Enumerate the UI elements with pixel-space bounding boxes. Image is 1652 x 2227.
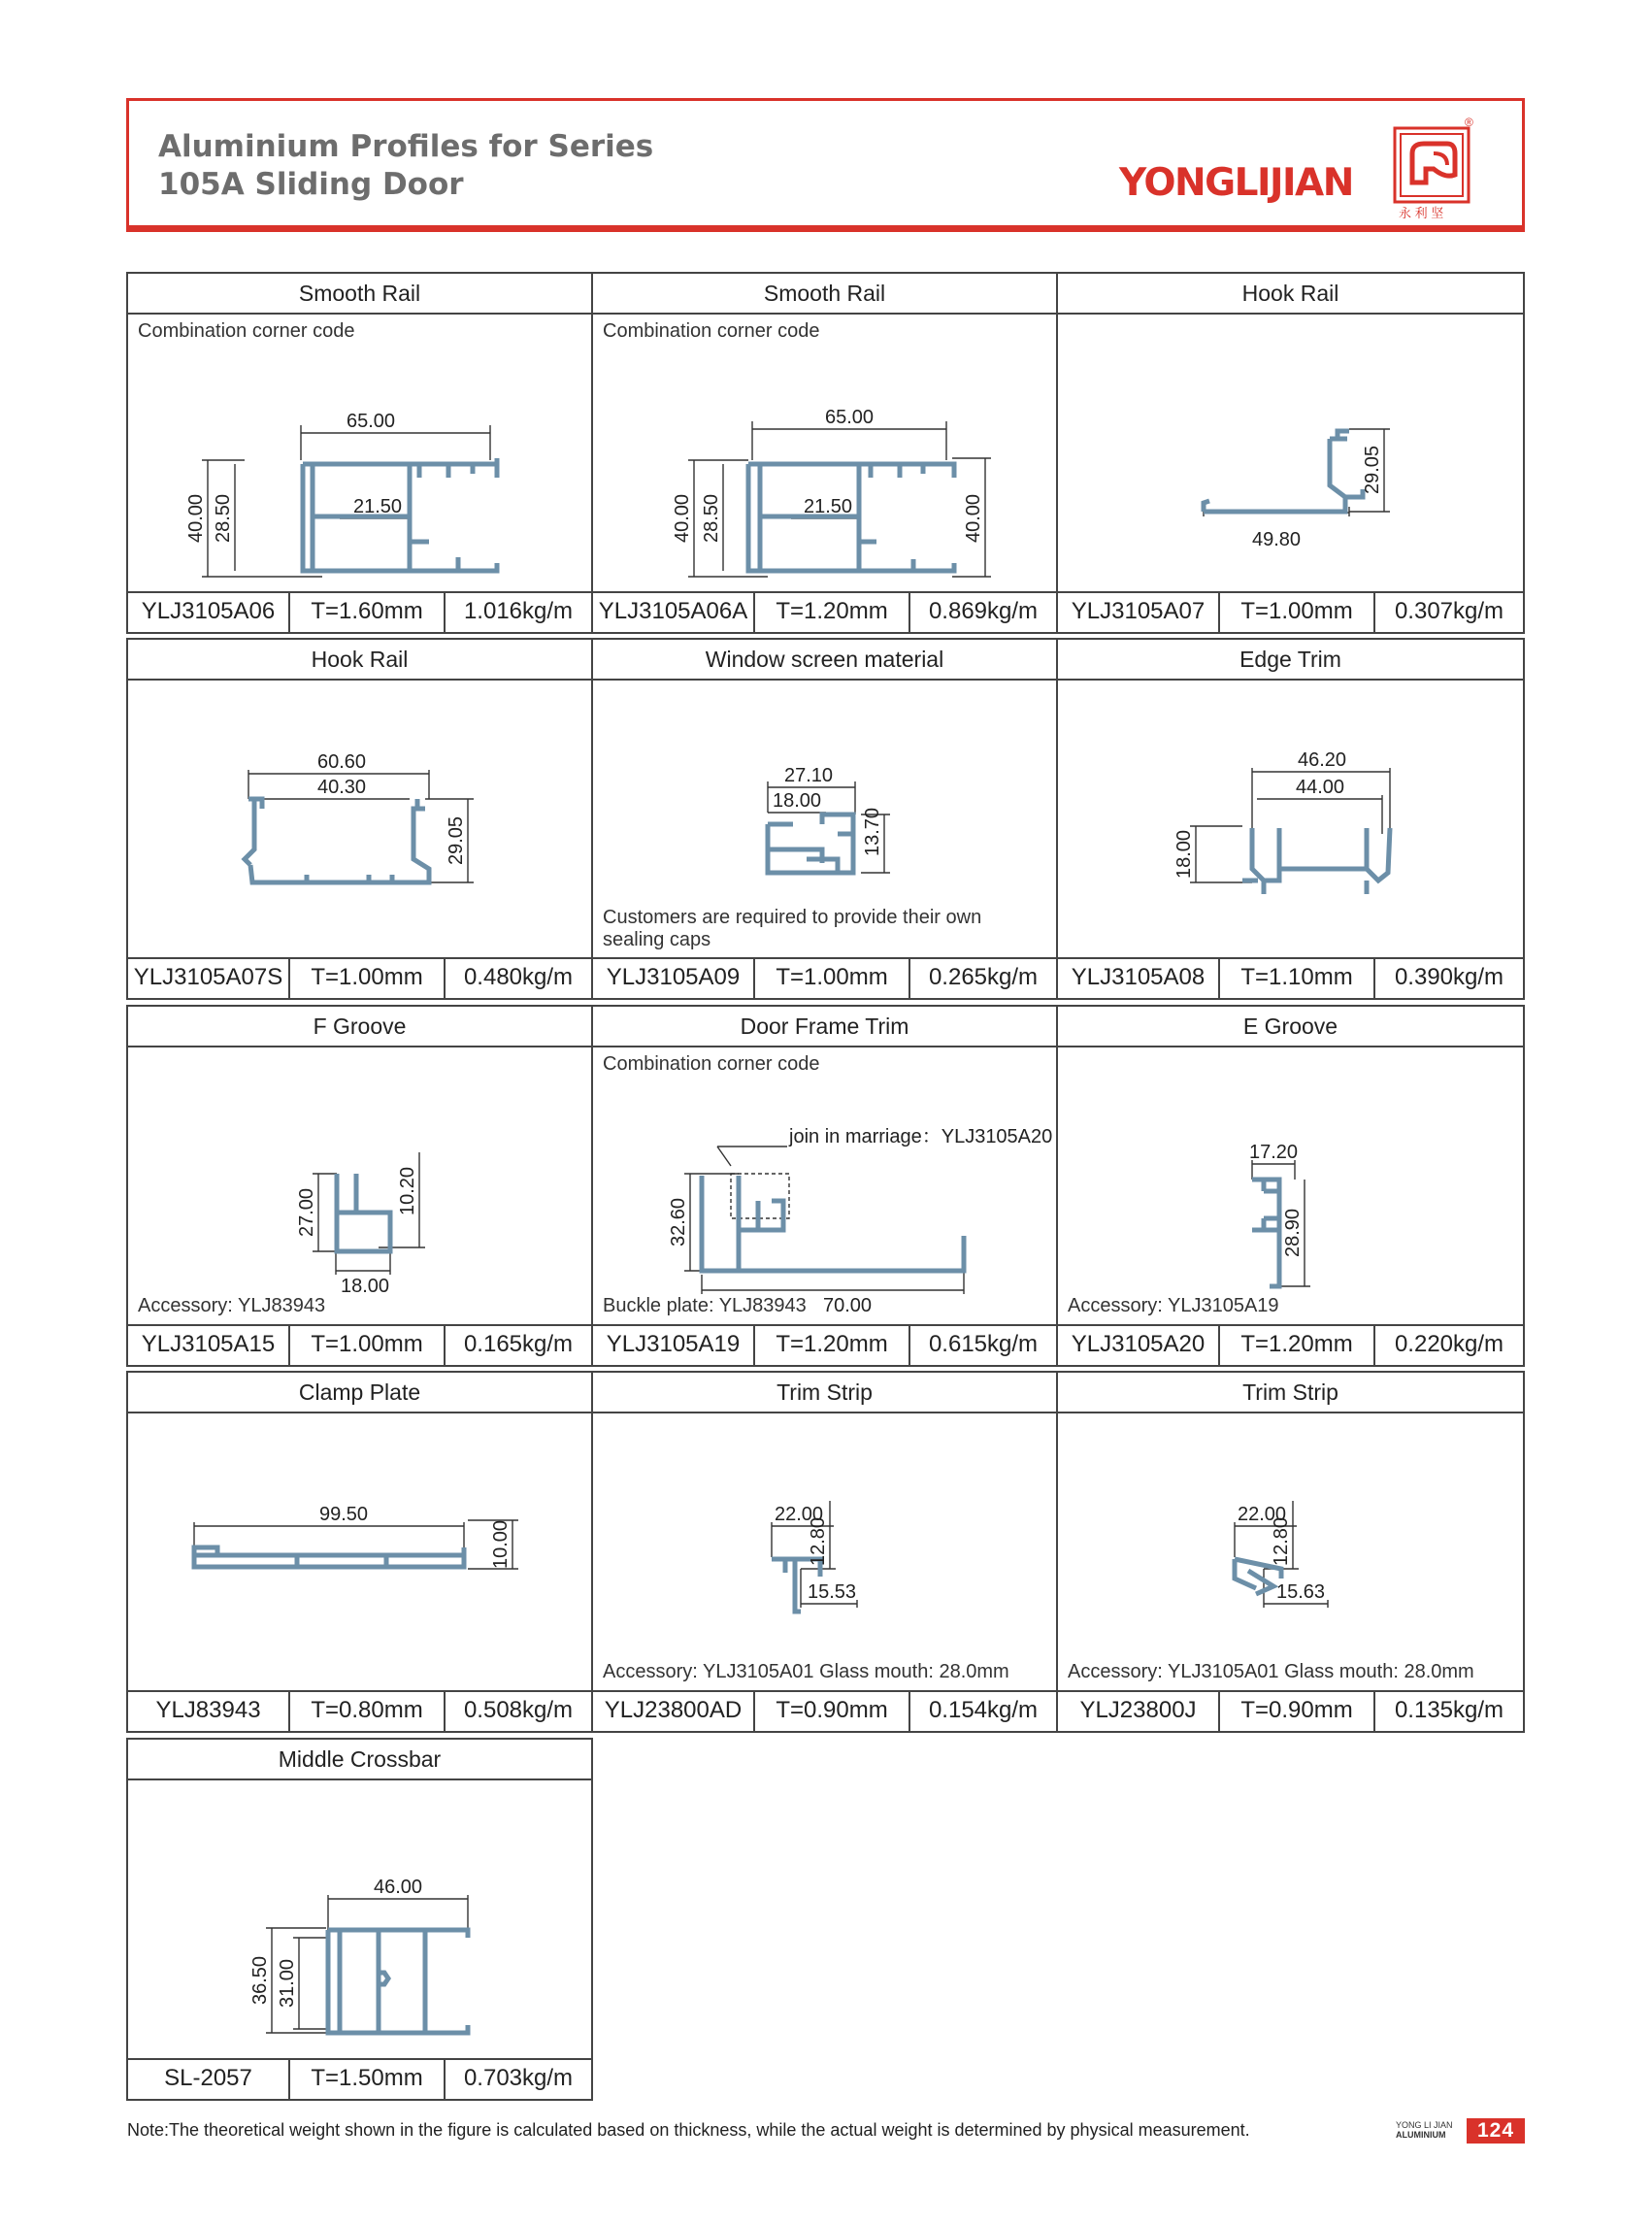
footer-note: Note:The theoretical weight shown in the figure is calculated based on thickness, while the actual weight is determined by physical measurement. xyxy=(127,2120,1250,2140)
profile-title: Hook Rail xyxy=(128,640,591,681)
profile-drawing xyxy=(1058,679,1523,960)
profile-title: Trim Strip xyxy=(593,1373,1056,1413)
profile-drawing xyxy=(1058,313,1523,594)
profile-title: F Groove xyxy=(128,1007,591,1047)
profile-note: Accessory: YLJ3105A19 xyxy=(1068,1295,1279,1316)
profile-code: YLJ3105A20 xyxy=(1058,1326,1220,1365)
profile-code: YLJ83943 xyxy=(128,1692,290,1731)
profile-note: Combination corner code xyxy=(138,320,355,342)
profile-code: YLJ3105A08 xyxy=(1058,959,1220,998)
profile-cell xyxy=(1056,272,1525,634)
profile-drawing xyxy=(593,1412,1056,1693)
dimension-label: 17.20 xyxy=(1248,1142,1299,1163)
dimension-label: 28.50 xyxy=(701,493,722,544)
dimension-label: 12.80 xyxy=(808,1516,829,1567)
profile-cell xyxy=(591,638,1058,1000)
profile-weight: 0.480kg/m xyxy=(463,964,574,990)
dimension-label: 21.50 xyxy=(803,496,853,517)
profile-spec-row xyxy=(128,1690,591,1731)
dimension-label: 18.00 xyxy=(772,790,822,812)
profile-weight: 0.135kg/m xyxy=(1394,1697,1504,1723)
profile-cell xyxy=(591,1371,1058,1733)
footer-brand-line1: YONG LI JIAN xyxy=(1396,2120,1453,2130)
profile-code: YLJ3105A09 xyxy=(593,959,755,998)
footer-brand xyxy=(1396,2120,1453,2140)
profile-spec-row xyxy=(1058,1324,1523,1365)
profile-title: Edge Trim xyxy=(1058,640,1523,681)
profile-drawing xyxy=(128,1412,591,1693)
profile-thickness: T=1.00mm xyxy=(755,959,910,998)
dimension-label: 15.63 xyxy=(1275,1581,1326,1603)
profile-thickness: T=0.90mm xyxy=(755,1692,910,1731)
profile-code: YLJ3105A07S xyxy=(128,959,290,998)
dimension-label: 40.00 xyxy=(672,493,693,544)
profile-code: SL-2057 xyxy=(128,2060,290,2099)
dimension-label: 22.00 xyxy=(1237,1504,1287,1525)
profile-spec-row xyxy=(128,957,591,998)
profile-cell xyxy=(591,1005,1058,1367)
registered-mark: ® xyxy=(1465,116,1473,129)
profile-spec-row xyxy=(1058,591,1523,632)
page-number: 124 xyxy=(1467,2118,1525,2144)
dimension-label: 29.05 xyxy=(446,815,467,866)
page-title xyxy=(158,128,653,204)
dimension-label: 40.30 xyxy=(316,777,367,798)
profile-thickness: T=1.60mm xyxy=(290,593,446,632)
profile-title: E Groove xyxy=(1058,1007,1523,1047)
dimension-label: 18.00 xyxy=(340,1276,390,1297)
profile-drawing xyxy=(128,679,591,960)
dimension-label: 18.00 xyxy=(1173,829,1195,880)
profile-cell xyxy=(1056,1005,1525,1367)
profile-title: Door Frame Trim xyxy=(593,1007,1056,1047)
profile-thickness: T=1.50mm xyxy=(290,2060,446,2099)
profile-note: Buckle plate: YLJ83943 xyxy=(603,1295,807,1316)
dimension-label: 27.10 xyxy=(783,765,834,786)
profile-thickness: T=1.20mm xyxy=(755,1326,910,1365)
dimension-label: 22.00 xyxy=(774,1504,824,1525)
profile-note: Accessory: YLJ3105A01 Glass mouth: 28.0mm xyxy=(603,1661,1009,1682)
dimension-label: 70.00 xyxy=(822,1295,873,1316)
profile-title: Smooth Rail xyxy=(128,274,591,315)
dimension-label: 40.00 xyxy=(185,493,207,544)
profile-thickness: T=1.00mm xyxy=(1220,593,1375,632)
profile-drawing xyxy=(1058,1412,1523,1693)
profile-weight: 0.869kg/m xyxy=(928,598,1039,624)
profile-note: Accessory: YLJ83943 xyxy=(138,1295,326,1316)
page-title-line1: Aluminium Profiles for Series xyxy=(158,129,654,164)
profile-title: Trim Strip xyxy=(1058,1373,1523,1413)
dimension-label: 49.80 xyxy=(1251,529,1302,550)
profile-weight: 1.016kg/m xyxy=(463,598,574,624)
profile-cell xyxy=(126,1738,593,2101)
profile-title: Smooth Rail xyxy=(593,274,1056,315)
profile-spec-row xyxy=(593,1324,1056,1365)
profile-thickness: T=1.10mm xyxy=(1220,959,1375,998)
dimension-label: 46.00 xyxy=(373,1877,423,1898)
dimension-label: 99.50 xyxy=(318,1504,369,1525)
profile-title: Middle Crossbar xyxy=(128,1740,591,1780)
profile-spec-row xyxy=(1058,1690,1523,1731)
profile-code: YLJ3105A06A xyxy=(593,593,755,632)
dimension-label: 10.20 xyxy=(397,1166,418,1216)
profile-title: Window screen material xyxy=(593,640,1056,681)
footer-brand-line2: ALUMINIUM xyxy=(1396,2130,1446,2140)
profile-drawing xyxy=(593,313,1056,594)
profile-note: Customers are required to provide their own sealing caps xyxy=(603,907,982,950)
dimension-label: 12.80 xyxy=(1271,1516,1292,1567)
dimension-label: 28.50 xyxy=(213,493,234,544)
profile-cell xyxy=(1056,638,1525,1000)
profile-code: YLJ3105A07 xyxy=(1058,593,1220,632)
logo-chinese-text: 永 利 坚 xyxy=(1399,206,1444,220)
profile-spec-row xyxy=(128,1324,591,1365)
dimension-label: 65.00 xyxy=(346,411,396,432)
dimension-label: 65.00 xyxy=(824,407,875,428)
dimension-label: 40.00 xyxy=(963,493,984,544)
dimension-label: 21.50 xyxy=(352,496,403,517)
profile-weight: 0.154kg/m xyxy=(928,1697,1039,1723)
profile-spec-row xyxy=(593,957,1056,998)
profile-thickness: T=1.20mm xyxy=(755,593,910,632)
profile-spec-row xyxy=(1058,957,1523,998)
profile-title: Clamp Plate xyxy=(128,1373,591,1413)
profile-spec-row xyxy=(593,1690,1056,1731)
profile-code: YLJ3105A19 xyxy=(593,1326,755,1365)
profile-code: YLJ3105A15 xyxy=(128,1326,290,1365)
profile-weight: 0.265kg/m xyxy=(928,964,1039,990)
dimension-label: 32.60 xyxy=(668,1197,689,1247)
dimension-label: 28.90 xyxy=(1282,1208,1304,1258)
profile-weight: 0.220kg/m xyxy=(1394,1331,1504,1357)
profile-cell xyxy=(126,638,593,1000)
page-header xyxy=(126,98,1525,232)
profile-note: Combination corner code xyxy=(603,1053,820,1075)
profile-cell xyxy=(126,272,593,634)
profile-thickness: T=1.00mm xyxy=(290,959,446,998)
profile-drawing xyxy=(128,1046,591,1327)
dimension-label: 15.53 xyxy=(807,1581,857,1603)
profile-thickness: T=1.20mm xyxy=(1220,1326,1375,1365)
profile-title: Hook Rail xyxy=(1058,274,1523,315)
profile-weight: 0.703kg/m xyxy=(463,2065,574,2091)
profile-thickness: T=0.80mm xyxy=(290,1692,446,1731)
profile-thickness: T=0.90mm xyxy=(1220,1692,1375,1731)
page-title-line2: 105A Sliding Door xyxy=(158,167,464,202)
profile-thickness: T=1.00mm xyxy=(290,1326,446,1365)
profile-cell xyxy=(126,1371,593,1733)
dimension-label: 44.00 xyxy=(1295,777,1345,798)
profile-weight: 0.615kg/m xyxy=(928,1331,1039,1357)
profile-drawing xyxy=(593,1046,1056,1327)
dimension-label: 46.20 xyxy=(1297,749,1347,771)
join-annotation: join in marriage：YLJ3105A20 xyxy=(789,1126,1053,1147)
profile-drawing xyxy=(128,1778,591,2060)
profile-note: Accessory: YLJ3105A01 Glass mouth: 28.0mm xyxy=(1068,1661,1474,1682)
profile-code: YLJ3105A06 xyxy=(128,593,290,632)
dimension-label: 13.70 xyxy=(862,807,883,857)
dimension-label: 27.00 xyxy=(296,1187,317,1238)
dimension-label: 60.60 xyxy=(316,751,367,773)
profile-spec-row xyxy=(128,591,591,632)
profile-weight: 0.165kg/m xyxy=(463,1331,574,1357)
profile-drawing xyxy=(1058,1046,1523,1327)
dimension-label: 31.00 xyxy=(277,1958,298,2009)
profile-drawing xyxy=(128,313,591,594)
brand-name: YONGLIJIAN xyxy=(1119,161,1353,205)
profile-cell xyxy=(1056,1371,1525,1733)
brand-logo xyxy=(1391,115,1478,223)
profile-cell xyxy=(126,1005,593,1367)
profile-weight: 0.307kg/m xyxy=(1394,598,1504,624)
profile-spec-row xyxy=(593,591,1056,632)
profile-code: YLJ23800J xyxy=(1058,1692,1220,1731)
profile-code: YLJ23800AD xyxy=(593,1692,755,1731)
profile-note: Combination corner code xyxy=(603,320,820,342)
profile-weight: 0.390kg/m xyxy=(1394,964,1504,990)
profile-spec-row xyxy=(128,2058,591,2099)
dimension-label: 36.50 xyxy=(249,1955,271,2006)
profile-weight: 0.508kg/m xyxy=(463,1697,574,1723)
dimension-label: 10.00 xyxy=(490,1519,512,1570)
profile-cell xyxy=(591,272,1058,634)
dimension-label: 29.05 xyxy=(1362,445,1383,495)
